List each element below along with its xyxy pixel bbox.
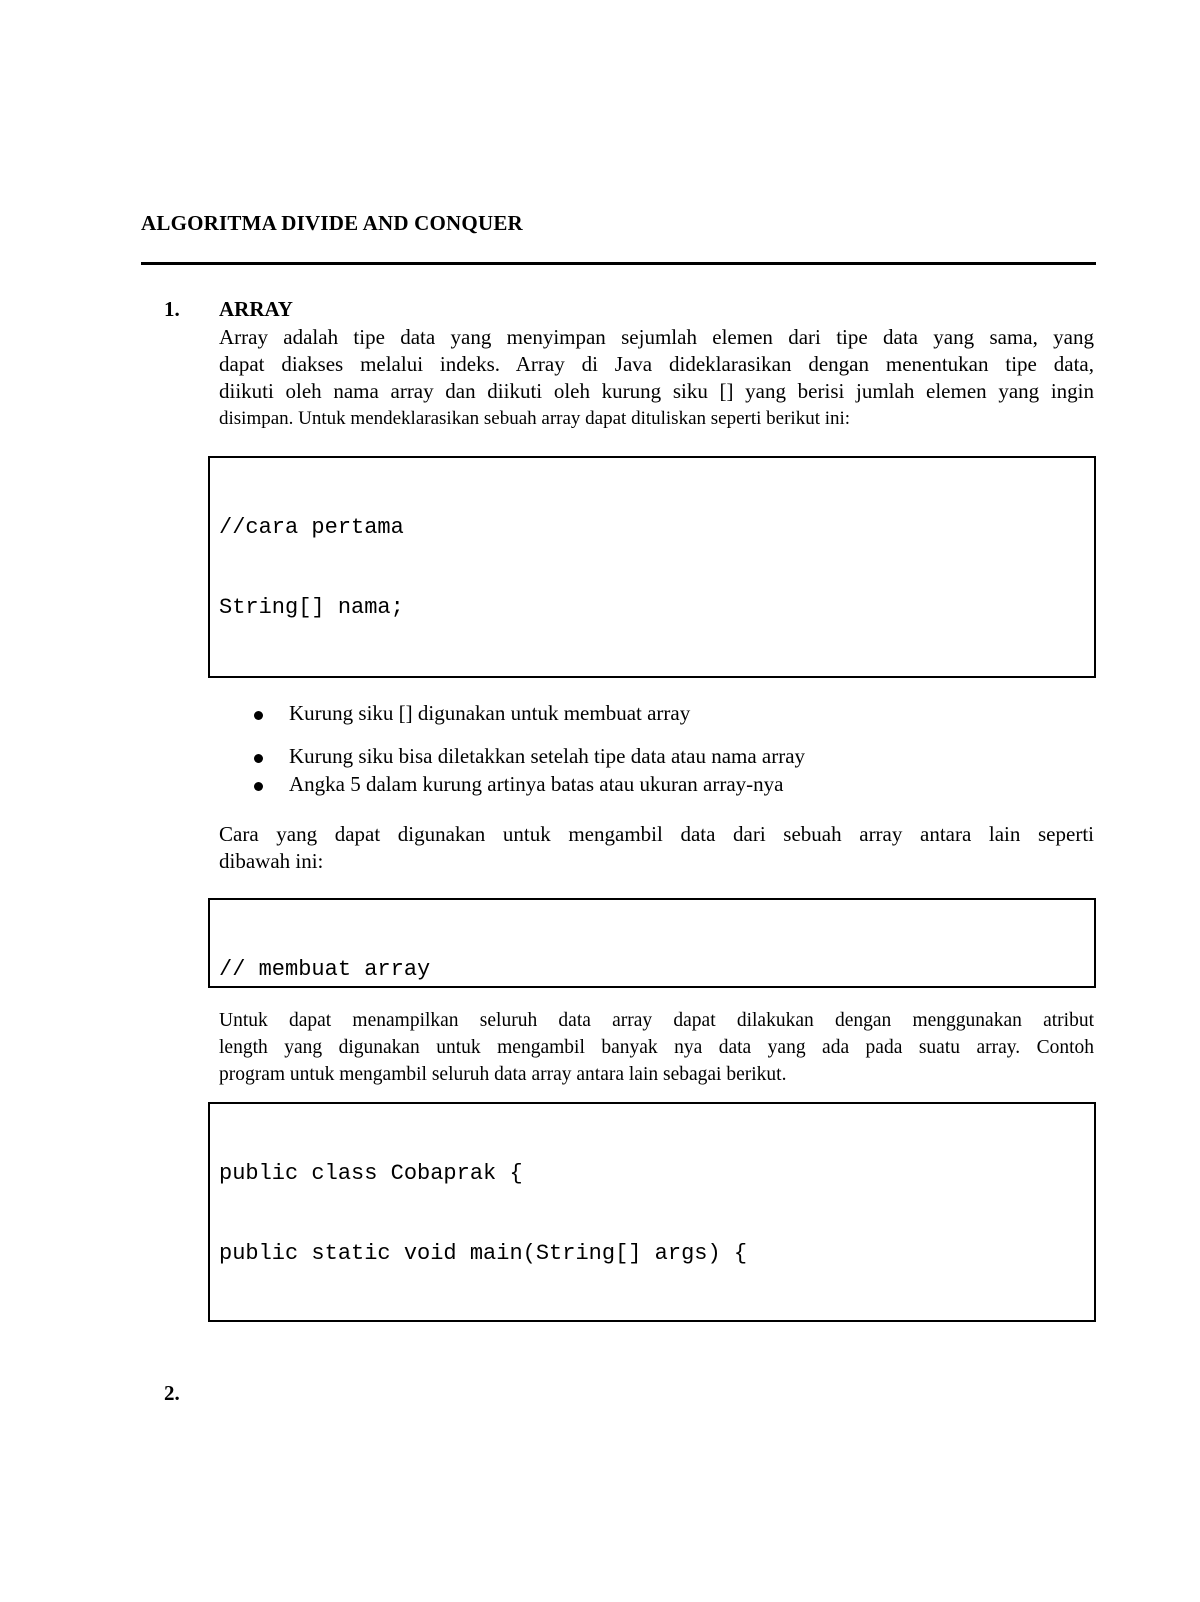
intro-line: diikuti oleh nama array dan diikuti oleh kurung siku [] yang berisi jumlah elemen yang ingin: [219, 379, 1094, 403]
bullet-text: Kurung siku [] digunakan untuk membuat array: [289, 701, 691, 725]
retrieval-paragraph: [219, 821, 1094, 875]
paragraph-line: dibawah ini:: [219, 849, 324, 873]
section-number: 1.: [164, 297, 180, 321]
code-block-retrieval: [208, 898, 1096, 988]
code-block-program: [208, 1102, 1096, 1322]
intro-line: Array adalah tipe data yang menyimpan sejumlah elemen dari tipe data yang sama, yang: [219, 325, 1094, 349]
paragraph-line: Cara yang dapat digunakan untuk mengambil data dari sebuah array antara lain seperti: [219, 822, 1094, 846]
code-block-declaration: [208, 456, 1096, 678]
code-line: public class Cobaprak {: [219, 1161, 523, 1186]
intro-line: dapat diakses melalui indeks. Array di Java dideklarasikan dengan menentukan tipe data,: [219, 352, 1094, 376]
section-heading: ARRAY: [219, 297, 293, 321]
paragraph-line: program untuk mengambil seluruh data array antara lain sebagai berikut.: [219, 1064, 787, 1085]
bullet-text: Kurung siku bisa diletakkan setelah tipe data atau nama array: [289, 744, 806, 768]
code-line: [219, 674, 1086, 678]
intro-paragraph: [219, 324, 1094, 432]
code-line: public static void main(String[] args) {: [219, 1240, 748, 1266]
code-line: // membuat array: [219, 957, 431, 982]
paragraph-line: length yang digunakan untuk mengambil banyak nya data yang ada pada suatu array. Contoh: [219, 1037, 1094, 1058]
section-number: 2.: [164, 1381, 180, 1405]
intro-line: disimpan. Untuk mendeklarasikan sebuah array dapat dituliskan seperti berikut ini:: [219, 408, 851, 429]
bullet-dot-icon: [254, 711, 263, 720]
document-title: ALGORITMA DIVIDE AND CONQUER: [141, 211, 523, 235]
bullet-dot-icon: [254, 754, 263, 763]
paragraph-line: Untuk dapat menampilkan seluruh data array dapat dilakukan dengan menggunakan atribut: [219, 1010, 1094, 1031]
length-paragraph: [219, 1007, 1094, 1088]
code-line: String[] nama;: [219, 594, 404, 620]
title-divider: [141, 262, 1096, 265]
code-line: [219, 1320, 1086, 1322]
bullet-text: Angka 5 dalam kurung artinya batas atau ukuran array-nya: [289, 772, 784, 796]
code-line: //cara pertama: [219, 515, 404, 540]
bullet-dot-icon: [254, 782, 263, 791]
